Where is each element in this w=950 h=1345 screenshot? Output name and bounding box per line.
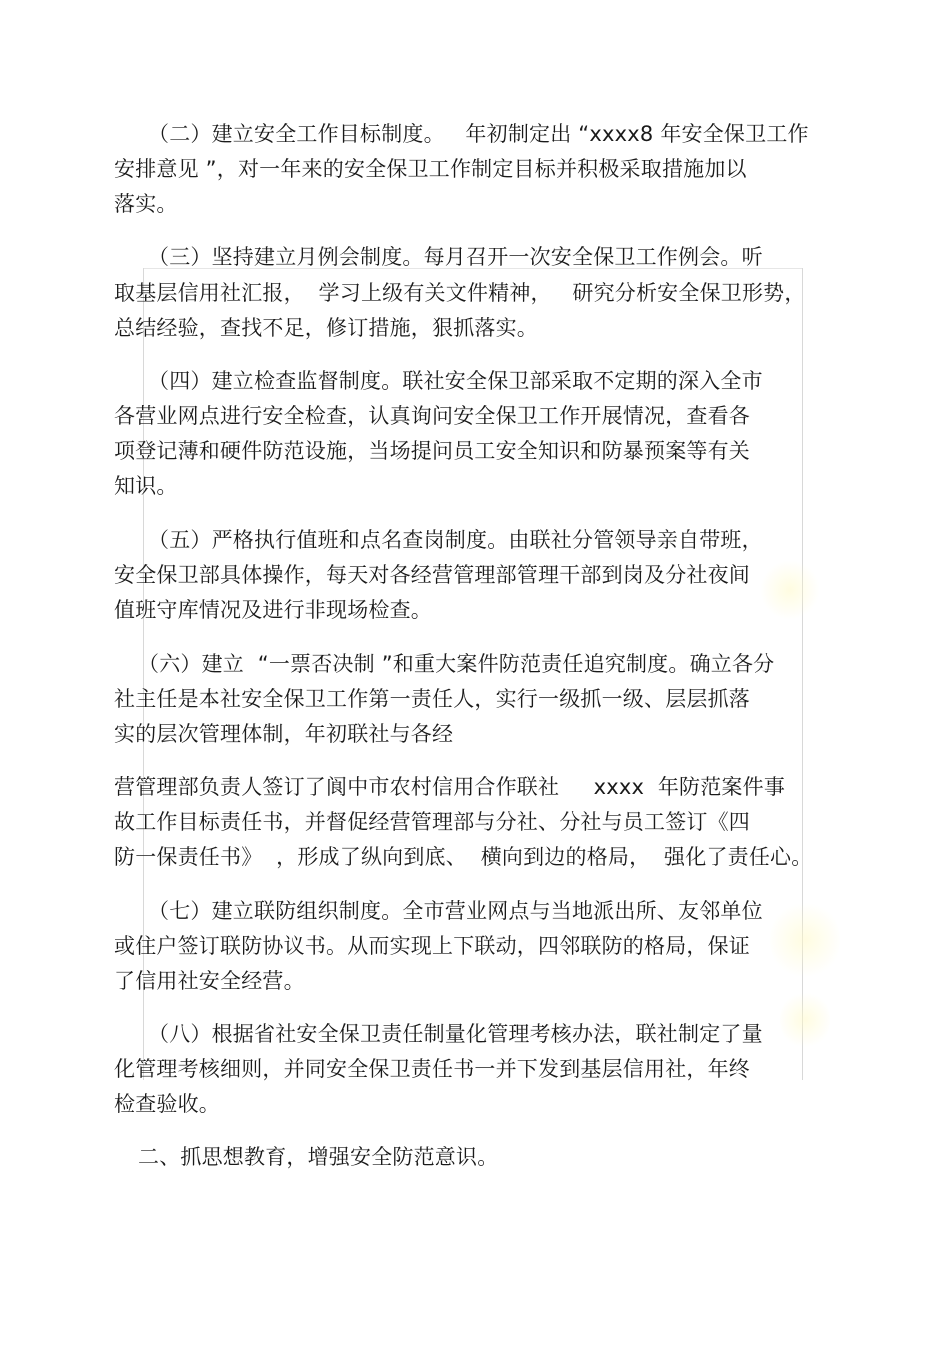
text-line: 项登记薄和硬件防范设施，当场提问员工安全知识和防暴预案等有关 (114, 439, 750, 463)
text-line: （二）建立安全工作目标制度。 年初制定出 “xxxx8 年安全保卫工作 (148, 122, 809, 146)
text-line: 故工作目标责任书，并督促经营管理部与分社、分社与员工签订《四 (114, 810, 750, 834)
text-line: 检查验收。 (114, 1092, 220, 1116)
text-line: 营管理部负责人签订了阆中市农村信用合作联社 xxxx 年防范案件事 (114, 775, 786, 799)
text-line: 知识。 (114, 474, 178, 498)
text-line: 落实。 (114, 192, 178, 216)
scan-glow (760, 560, 820, 620)
text-line: 取基层信用社汇报， 学习上级有关文件精神， 研究分析安全保卫形势， (114, 281, 806, 305)
text-line: 防一保责任书》 ，形成了纵向到底、 横向到边的格局， 强化了责任心。 (114, 845, 813, 869)
text-line: 总结经验，查找不足，修订措施，狠抓落实。 (114, 316, 538, 340)
text-line: （五）严格执行值班和点名查岗制度。由联社分管领导亲自带班， (148, 528, 763, 552)
text-line: 实的层次管理体制，年初联社与各经 (114, 722, 454, 746)
text-line: 安排意见 ”，对一年来的安全保卫工作制定目标并积极采取措施加以 (114, 157, 747, 181)
text-line: 或住户签订联防协议书。从而实现上下联动，四邻联防的格局，保证 (114, 934, 750, 958)
text-line: 各营业网点进行安全检查，认真询问安全保卫工作开展情况，查看各 (114, 404, 750, 428)
text-line: 化管理考核细则，并同安全保卫责任书一并下发到基层信用社，年终 (114, 1057, 750, 1081)
scan-glow (780, 990, 830, 1050)
text-line: （三）坚持建立月例会制度。每月召开一次安全保卫工作例会。听 (148, 245, 763, 269)
text-line: 值班守库情况及进行非现场检查。 (114, 598, 432, 622)
text-line: 安全保卫部具体操作，每天对各经营管理部管理干部到岗及分社夜间 (114, 563, 750, 587)
section-heading: 二、抓思想教育，增强安全防范意识。 (138, 1145, 499, 1169)
text-line: （四）建立检查监督制度。联社安全保卫部采取不定期的深入全市 (148, 369, 763, 393)
text-line: 社主任是本社安全保卫工作第一责任人，实行一级抓一级、层层抓落 (114, 687, 750, 711)
text-line: （七）建立联防组织制度。全市营业网点与当地派出所、友邻单位 (148, 899, 763, 923)
text-line: （六）建立 “一票否决制 ”和重大案件防范责任追究制度。确立各分 (138, 652, 775, 676)
scan-glow (770, 900, 840, 980)
text-line: （八）根据省社安全保卫责任制量化管理考核办法，联社制定了量 (148, 1022, 763, 1046)
text-line: 了信用社安全经营。 (114, 969, 305, 993)
